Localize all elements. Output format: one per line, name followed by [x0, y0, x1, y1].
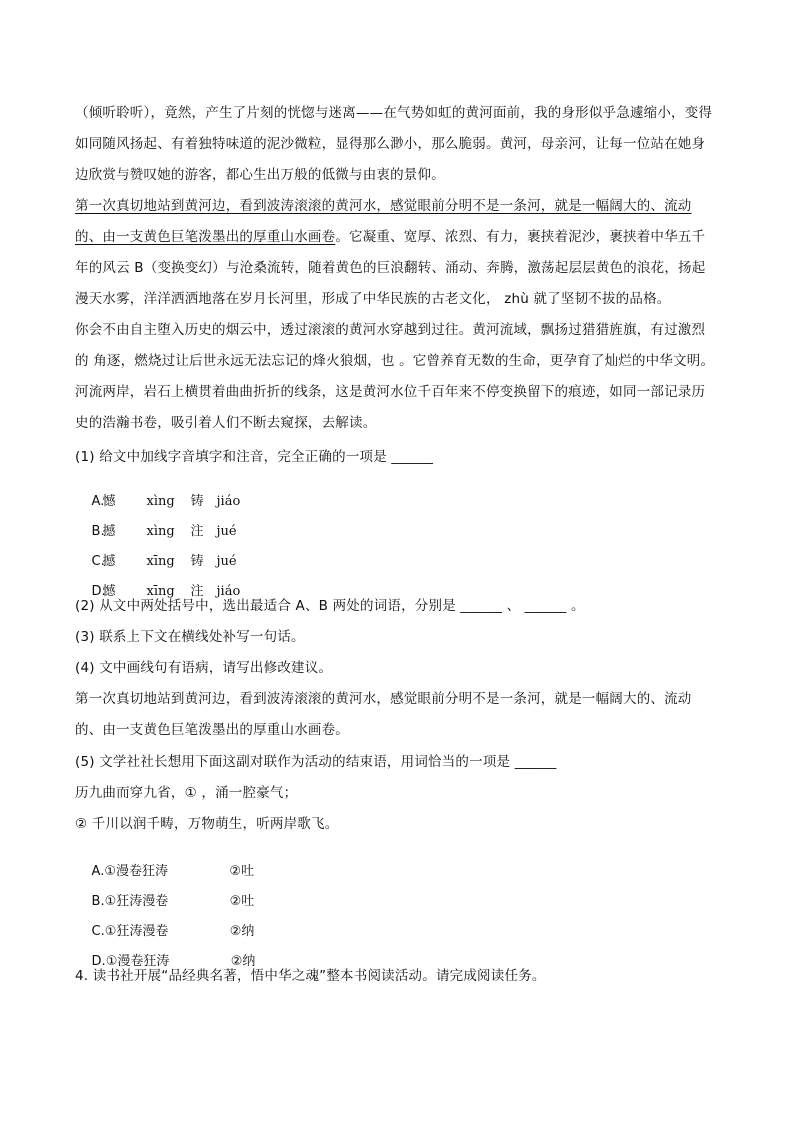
- option-second: ②纳: [230, 954, 256, 969]
- option-pinyin: xīng: [146, 554, 175, 569]
- question-2: (2) 从文中两处括号中，选出最适合 A、B 两处的词语，分别是 ______ 、 ______ 。: [75, 598, 585, 614]
- option-second: ②纳: [229, 924, 255, 939]
- option-first: ①狂涛漫卷: [104, 924, 169, 939]
- option-pinyin: jiáo: [216, 584, 241, 599]
- option-letter: C.: [91, 924, 105, 939]
- option-pinyin: xìng: [146, 524, 175, 539]
- option-pinyin: jiáo: [216, 494, 241, 509]
- option-first: ①漫卷狂涛: [104, 864, 168, 879]
- question-4: (4) 文中画线句有语病，请写出修改建议。: [75, 660, 333, 676]
- passage-paragraph-3: 你会不由自主堕入历史的烟云中，透过滚滚的黄河水穿越到过往。黄河流域，飘扬过猎猎旌旗，有过激烈的 角逐，燃烧过让后世永远无法忘记的烽火狼烟，也 。它曾养育无数的生命，更孕育了灿烂的中华文明。河流两岸，岩石上横贯着曲曲折折的线条，这是黄河水位千百年来不停变换留下的痕迹，如同一部记录历史的浩瀚书卷，吸引着人们不断去窥探，去解读。: [75, 322, 715, 431]
- option-char: 憾: [102, 584, 116, 599]
- option-letter: A.: [91, 864, 105, 879]
- question-4-sentence: 第一次真切地站到黄河边，看到波涛滚滚的黄河水，感觉眼前分明不是一条河，就是一幅阔大的、流动的、由一支黄色巨笔泼墨出的厚重山水画卷。: [75, 691, 692, 738]
- passage-paragraph-2: [75, 191, 717, 315]
- option-letter: D.: [91, 584, 106, 599]
- option-first: ①漫卷狂涛: [105, 954, 170, 969]
- couplet-line-1: 历九曲而穿九省，① ，涌一腔豪气；: [75, 785, 298, 801]
- option-char: 注: [190, 524, 204, 539]
- underlined-sentence: 第一次真切地站到黄河边，看到波涛滚滚的黄河水，感觉眼前分明不是一条河，就是一幅阔大的、流动的、由一支黄色巨笔泼墨出的厚重山水画卷: [75, 198, 692, 245]
- question-4-heading: 4. 读书社开展“品经典名著，悟中华之魂”整本书阅读活动。请完成阅读任务。: [75, 968, 546, 984]
- option-char: 撼: [102, 554, 116, 569]
- question-5-stem: (5) 文学社社长想用下面这副对联作为活动的结束语，用词恰当的一项是 ______: [75, 754, 557, 770]
- passage-paragraph-2-rest: 。它凝重、宽厚、浓烈、有力，裹挟着泥沙，裹挟着中华五千年的风云 B（变换变幻）与沧桑流转，随着黄色的巨浪翻转、涌动、奔腾，激荡起层层黄色的浪花，扬起漫天水雾，洋洋洒洒地落在岁月长河里，形成了中华民族的古老文化， zhù 就了坚韧不拔的品格。: [75, 229, 706, 307]
- option-char: 憾: [102, 494, 116, 509]
- option-letter: B.: [91, 894, 105, 909]
- option-pinyin: xìng: [146, 494, 175, 509]
- couplet-line-2: ② 千川以润千畴，万物萌生，听两岸歌飞。: [75, 816, 339, 832]
- option-letter: B.: [91, 524, 105, 539]
- option-letter: C.: [91, 554, 105, 569]
- option-char: 铸: [190, 554, 204, 569]
- option-pinyin: jué: [216, 524, 237, 539]
- option-letter: A.: [91, 494, 105, 509]
- option-first: ①狂涛漫卷: [104, 894, 169, 909]
- option-char: 注: [190, 584, 204, 599]
- question-1-stem: (1) 给文中加线字音填字和注音，完全正确的一项是 ______: [75, 449, 434, 465]
- option-second: ②吐: [229, 864, 254, 879]
- option-pinyin: jué: [216, 554, 237, 569]
- option-second: ②吐: [229, 894, 255, 909]
- option-char: 撼: [102, 524, 116, 539]
- option-pinyin: xīng: [146, 584, 175, 599]
- question-3: (3) 联系上下文在横线处补写一句话。: [75, 629, 305, 645]
- passage-paragraph-1: （倾听聆听），竟然，产生了片刻的恍惚与迷离——在气势如虹的黄河面前，我的身形似乎急遽缩小，变得如同随风扬起、有着独特味道的泥沙微粒，显得那么渺小，那么脆弱。黄河，母亲河，让每一位站在她身边欣赏与赞叹她的游客，都心生出万般的低微与由衷的景仰。: [75, 105, 713, 183]
- option-letter: D.: [91, 954, 106, 969]
- option-char: 铸: [190, 494, 204, 509]
